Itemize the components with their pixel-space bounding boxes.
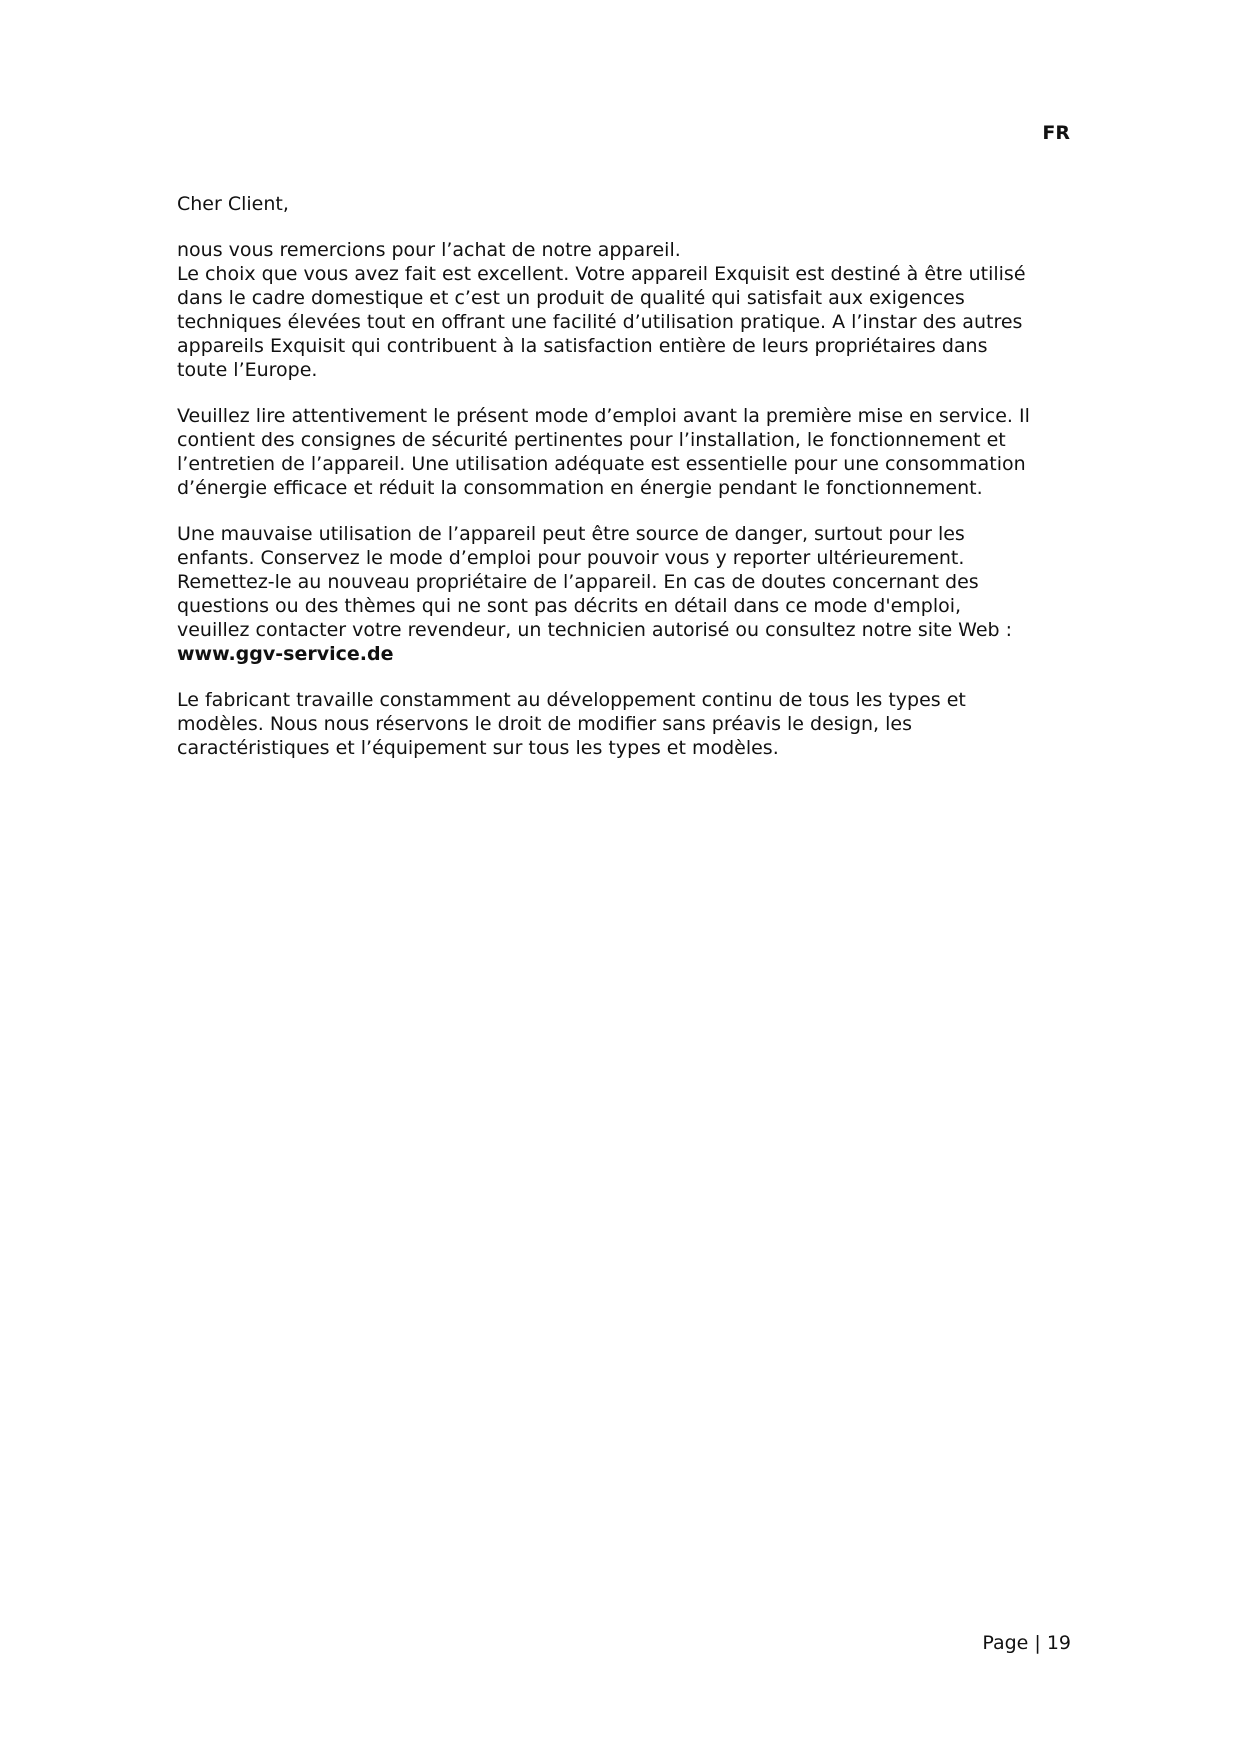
paragraph-line: veuillez contacter votre revendeur, un technicien autorisé ou consultez notre site Web :	[177, 619, 1013, 641]
paragraph-line: techniques élevées tout en offrant une facilité d’utilisation pratique. A l’instar des autres	[177, 311, 1023, 333]
paragraph-line: enfants. Conservez le mode d’emploi pour pouvoir vous y reporter ultérieurement.	[177, 547, 965, 569]
language-code: FR	[1042, 122, 1070, 144]
paragraph-line: nous vous remercions pour l’achat de notre appareil.	[177, 239, 681, 261]
website-link[interactable]: www.ggv-service.de	[177, 643, 394, 665]
paragraph-line: contient des consignes de sécurité pertinentes pour l’installation, le fonctionnement et	[177, 429, 1006, 451]
paragraph-thanks	[177, 238, 1077, 382]
paragraph-safety	[177, 522, 1077, 666]
paragraph-line: caractéristiques et l’équipement sur tous les types et modèles.	[177, 737, 779, 759]
paragraph-line: dans le cadre domestique et c’est un produit de qualité qui satisfait aux exigences	[177, 287, 965, 309]
paragraph-line: Une mauvaise utilisation de l’appareil peut être source de danger, surtout pour les	[177, 523, 965, 545]
paragraph-line: toute l’Europe.	[177, 359, 318, 381]
paragraph-line: l’entretien de l’appareil. Une utilisation adéquate est essentielle pour une consommation	[177, 453, 1026, 475]
paragraph-line: appareils Exquisit qui contribuent à la satisfaction entière de leurs propriétaires dans	[177, 335, 988, 357]
paragraph-line: Veuillez lire attentivement le présent mode d’emploi avant la première mise en service. Il	[177, 405, 1030, 427]
paragraph-line: Remettez-le au nouveau propriétaire de l’appareil. En cas de doutes concernant des	[177, 571, 979, 593]
paragraph-line: d’énergie efficace et réduit la consommation en énergie pendant le fonctionnement.	[177, 477, 983, 499]
paragraph-manufacturer	[177, 688, 1077, 760]
paragraph-line: modèles. Nous nous réservons le droit de modifier sans préavis le design, les	[177, 713, 913, 735]
paragraph-line: questions ou des thèmes qui ne sont pas décrits en détail dans ce mode d'emploi,	[177, 595, 962, 617]
paragraph-line: Le choix que vous avez fait est excellent. Votre appareil Exquisit est destiné à être utilisé	[177, 263, 1026, 285]
salutation: Cher Client,	[177, 193, 289, 215]
page-number: Page | 19	[982, 1632, 1071, 1654]
letter-body	[177, 192, 1077, 782]
paragraph-instructions	[177, 404, 1077, 500]
paragraph-line: Le fabricant travaille constamment au développement continu de tous les types et	[177, 689, 966, 711]
